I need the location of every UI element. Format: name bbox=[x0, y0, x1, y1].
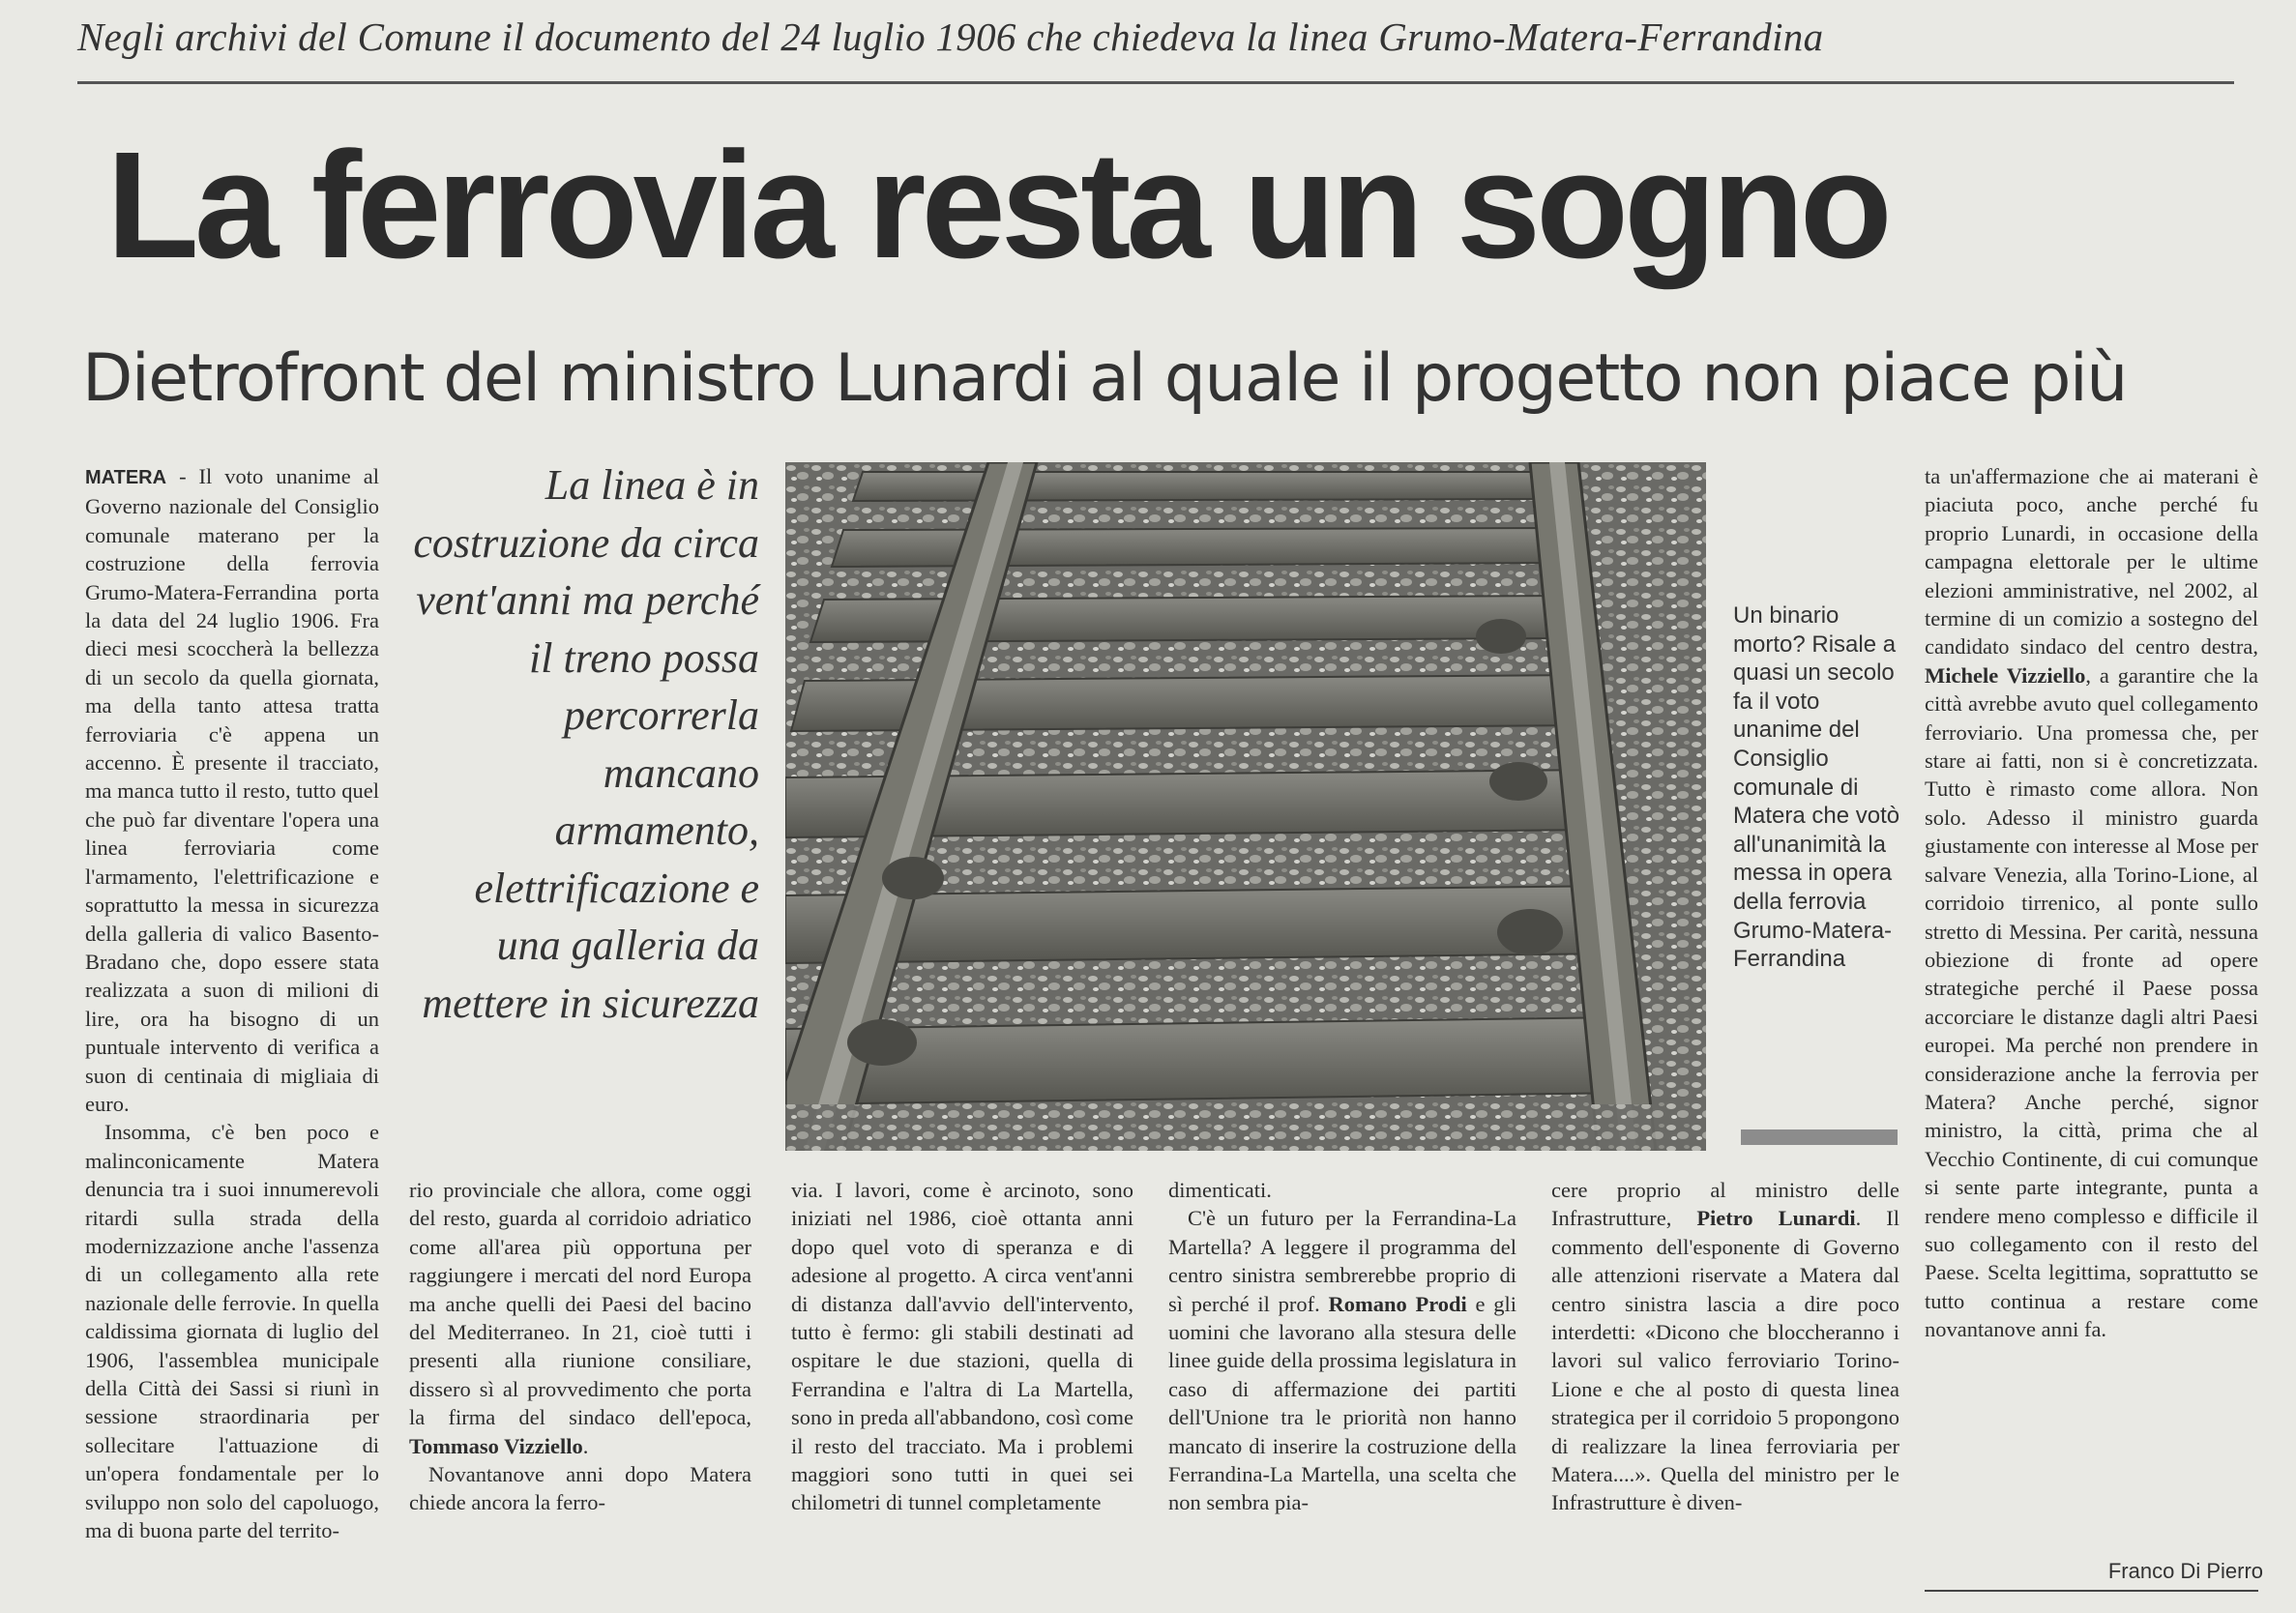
article-column-5 bbox=[1551, 1176, 1899, 1613]
article-column-4 bbox=[1168, 1176, 1516, 1613]
name-michele-vizziello: Michele Vizziello bbox=[1925, 662, 2086, 688]
byline: Franco Di Pierro bbox=[2107, 1559, 2263, 1583]
column-4-paragraph-1: dimenticati. bbox=[1168, 1178, 1272, 1202]
name-romano-prodi: Romano Prodi bbox=[1328, 1291, 1467, 1316]
column-3-paragraph-1: via. I lavori, come è arcinoto, sono iniziati nel 1986, cioè ottanta anni dopo quel voto di speranza e di adesione al progetto. A circa vent'anni di distanza dall'avvio dell'intervento, tutto è fermo: gli stabili destinati ad ospitare le due stazioni, quella di Ferrandina e l'altra di La Martella, sono in preda all'abbandono, così come il resto del tracciato. Ma i problemi maggiori sono tutti in quei sei chilometri di tunnel completamente bbox=[791, 1178, 1133, 1515]
headline: La ferrovia resta un sogno bbox=[106, 121, 1888, 290]
column-1-paragraph-2: Insomma, c'è ben poco e malinconicamente Matera denuncia tra i suoi innumerevoli ritardi sulla strada della modernizzazione anche l'assenza di un collegamento alla rete nazionale delle ferrovie. In quella caldissima giornata di luglio del 1906, l'assemblea municipale della Città dei Sassi si riunì in sessione straordinaria per sollecitare l'attuazione di un'opera fondamentale per lo sviluppo non solo del capoluogo, ma di buona parte del territo- bbox=[85, 1120, 379, 1543]
article-column-2: rio provinciale che allora, come oggi del resto, guarda al corridoio adriatico come all'area più opportuna per raggiungere i mercati del nord Europa ma anche quelli dei Paesi del bacino del Mediterraneo. In 21, cioè tutti i presenti alla riunione consiliare, dissero sì al provvedimento che porta la firma del sindaco dell'epoca, Tommaso Vizziello. Novantanove anni dopo Matera chiede ancora la ferro- bbox=[409, 1176, 751, 1613]
byline-divider bbox=[1925, 1590, 2258, 1592]
name-pietro-lunardi: Pietro Lunardi bbox=[1696, 1206, 1856, 1231]
column-2-paragraph-1: rio provinciale che allora, come oggi del resto, guarda al corridoio adriatico come all'area più opportuna per raggiungere i mercati del nord Europa ma anche quelli dei Paesi del bacino del Mediterraneo. In 21, cioè tutti i presenti alla riunione consiliare, dissero sì al provvedimento che porta la firma del sindaco dell'epoca, bbox=[409, 1178, 751, 1430]
article-column-3 bbox=[791, 1176, 1133, 1613]
article-column-6 bbox=[1925, 462, 2258, 1557]
kicker-divider bbox=[77, 81, 2234, 84]
subheadline: Dietrofront del ministro Lunardi al quale il progetto non piace più bbox=[82, 340, 2127, 417]
column-6-paragraph-1b: , a garantire che la città avrebbe avuto quel collegamento ferroviario. Una promessa che, per stare ai fatti, non si è concretizzata. Tutto è rimasto come allora. Non solo. Adesso il ministro guarda giustamente con interesse al Mose per salvare Venezia, alla Torino-Lione, al corridoio tirrenico, al ponte sullo stretto di Messina. Per carità, nessuna obiezione di fronte ad opere strategiche perché il Paese possa accorciare le distanze dagli altri Paesi europei. Ma perché non prendere in considerazione anche la ferrovia per Matera? Anche perché, signor ministro, la città, prima che al Vecchio Continente, di cui comunque si sente parte integrante, punta a rendere meno complesso e difficile il suo collegamento con il resto del Paese. Scelta legittima, soprattutto se tutto continua a restare come novantanove anni fa. bbox=[1925, 662, 2258, 1342]
railway-photo bbox=[785, 462, 1706, 1151]
column-5-paragraph-1a: cere proprio al ministro delle Infrastrutture, bbox=[1551, 1178, 1899, 1231]
caption-bar bbox=[1741, 1129, 1898, 1145]
dateline: MATERA bbox=[85, 467, 167, 488]
name-tommaso-vizziello: Tommaso Vizziello bbox=[409, 1433, 583, 1458]
column-1-paragraph-1: - Il voto unanime al Governo nazionale del Consiglio comunale materano per la costruzione della ferrovia Grumo-Matera-Ferrandina porta la data del 24 luglio 1906. Fra dieci mesi scoccherà la bellezza di un secolo da quella giornata, ma della tanto attesa tratta ferroviaria c'è appena un accenno. È presente il tracciato, ma manca tutto il resto, tutto quel che può far diventare l'opera una linea ferroviaria come l'armamento, l'elettrificazione e soprattutto la messa in sicurezza della galleria di valico Basento-Bradano che, dopo essere stata realizzata a suon di milioni di lire, ora ha bisogno di un puntuale intervento di verifica a suon di centinaia di migliaia di euro. bbox=[85, 464, 379, 1116]
column-5-paragraph-1b: . Il commento dell'esponente di Governo alle attenzioni riservate a Matera dal centro sinistra lascia a dire poco interdetti: «Dicono che bloccheranno i lavori sul valico ferroviario Torino-Lione e che al posto di questa linea strategica per il corridoio 5 propongono di realizzare la linea ferroviaria per Matera....». Quella del ministro per le Infrastrutture è diven- bbox=[1551, 1206, 1899, 1515]
article-column-1 bbox=[85, 462, 379, 1613]
column-6-paragraph-1a: ta un'affermazione che ai materani è piaciuta poco, anche perché fu proprio Lunardi, in occasione della campagna elettorale per le ultime elezioni amministrative, nel 2002, al termine di un comizio a sostegno del candidato sindaco del centro destra, bbox=[1925, 464, 2258, 660]
pull-quote: La linea è in costruzione da circa vent'anni ma perché il treno possa percorrerla mancano armamento, elettrificazione e una galleria da mettere in sicurezza bbox=[413, 461, 759, 1027]
railway-tracks-image bbox=[785, 462, 1706, 1151]
column-4-paragraph-2a: C'è un futuro per la Ferrandina-La Martella? A leggere il programma del centro sinistra sembrerebbe proprio di sì perché il prof. bbox=[1168, 1206, 1516, 1316]
kicker: Negli archivi del Comune il documento del 24 luglio 1906 che chiedeva la linea Grumo-Matera-Ferrandina bbox=[77, 15, 1824, 59]
photo-caption: Un binario morto? Risale a quasi un secolo fa il voto unanime del Consiglio comunale di Matera che votò all'unanimità la messa in opera della ferrovia Grumo-Matera-Ferrandina bbox=[1733, 602, 1900, 973]
column-2-paragraph-2: Novantanove anni dopo Matera chiede ancora la ferro- bbox=[409, 1462, 751, 1515]
column-4-paragraph-2b: e gli uomini che lavorano alla stesura delle linee guide della prossima legislatura in caso di affermazione dei partiti dell'Unione tra le priorità non hanno mancato di inserire la costruzione della Ferrandina-La Martella, una scelta che non sembra pia- bbox=[1168, 1291, 1516, 1515]
